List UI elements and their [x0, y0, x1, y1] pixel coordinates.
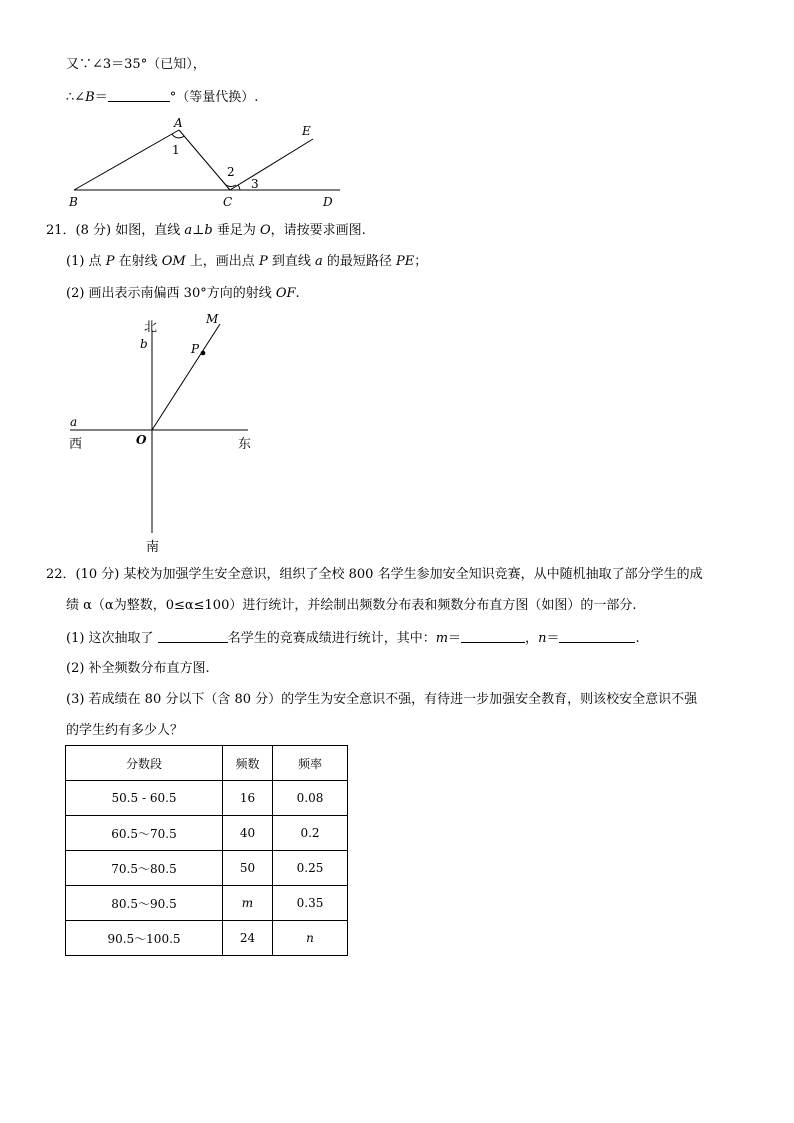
table-cell: 60.5～70.5: [66, 816, 223, 851]
table-cell: 50.5 - 60.5: [66, 781, 223, 816]
q21-stem: [46, 223, 366, 239]
text: ＝: [546, 631, 560, 646]
answer-blank: [461, 630, 525, 643]
table-row: [66, 886, 348, 921]
var-B: B: [85, 90, 95, 105]
label-a: a: [70, 415, 78, 429]
table-cell: 0.08: [273, 781, 348, 816]
table-cell: 0.2: [273, 816, 348, 851]
text: (2) 补全频数分布直方图.: [66, 661, 210, 676]
text: .: [295, 286, 300, 301]
text: 在射线: [114, 254, 162, 269]
q21-part-2: [66, 286, 300, 302]
var-a: a: [314, 254, 323, 269]
text: °（等量代换）.: [169, 90, 259, 105]
table-cell: 16: [223, 781, 273, 816]
table-cell: n: [273, 921, 348, 956]
answer-blank: [158, 630, 228, 643]
text: (1) 这次抽取了: [66, 631, 158, 646]
text: ＝: [448, 631, 462, 646]
label-west: 西: [69, 437, 83, 452]
segment-BA: [74, 130, 179, 190]
angle-2-arc: [224, 183, 236, 186]
text: ∴∠: [66, 90, 86, 105]
label-2: 2: [227, 165, 235, 179]
q22-stem-line-2: [66, 598, 636, 614]
label-3: 3: [251, 177, 259, 191]
table-cell: m: [223, 886, 273, 921]
text: 垂足为: [212, 223, 260, 238]
var-P: P: [258, 254, 268, 269]
table-row: [66, 921, 348, 956]
table-row: [66, 781, 348, 816]
text: ；: [414, 254, 428, 269]
var-P: P: [105, 254, 115, 269]
table-row: [66, 851, 348, 886]
var-OM: OM: [161, 254, 186, 269]
label-C: C: [223, 195, 233, 209]
angle-3-arc: [238, 185, 240, 190]
header-cell: 分数段: [66, 746, 223, 781]
header-cell: 频率: [273, 746, 348, 781]
table-cell: 40: [223, 816, 273, 851]
q22-part-1: [66, 630, 640, 647]
var-PE: PE: [395, 254, 415, 269]
text: .: [635, 631, 640, 646]
label-south: 南: [146, 540, 160, 555]
var-b: b: [204, 223, 213, 238]
label-A: A: [174, 116, 183, 130]
text: ，: [525, 631, 539, 646]
text: ，请按要求画图.: [270, 223, 366, 238]
q22-part-3-line-2: [66, 723, 183, 739]
text: 名学生的竞赛成绩进行统计，其中：: [227, 631, 436, 646]
prev-line-1: [66, 57, 206, 73]
text: 又∵∠3＝35°（已知），: [66, 57, 206, 72]
label-M: M: [206, 312, 219, 326]
label-D: D: [323, 195, 333, 209]
segment-AC: [179, 130, 230, 190]
var-O: O: [259, 223, 271, 238]
label-B: B: [69, 195, 78, 209]
table-cell: 24: [223, 921, 273, 956]
text: (1) 点: [66, 254, 106, 269]
label-1: 1: [172, 143, 180, 157]
text: 绩 α（α为整数，0≤α≤100）进行统计，并绘制出频数分布表和频数分布直方图（如图）的一部分.: [66, 598, 637, 613]
var-a: a: [184, 223, 193, 238]
label-O: O: [136, 433, 147, 447]
q21-part-1: [66, 254, 427, 270]
label-b: b: [140, 337, 148, 351]
label-E: E: [302, 124, 311, 138]
table-cell: 90.5～100.5: [66, 921, 223, 956]
var-n: n: [538, 631, 547, 646]
text: 的最短路径: [322, 254, 396, 269]
var-OF: OF: [275, 286, 296, 301]
table-cell: 0.35: [273, 886, 348, 921]
label-P: P: [191, 342, 200, 356]
angle-1-arc: [172, 134, 184, 138]
label-north: 北: [144, 320, 158, 335]
ray-CE: [230, 139, 313, 190]
angle-figure: [60, 112, 360, 212]
table-cell: 50: [223, 851, 273, 886]
compass-figure: [60, 308, 270, 558]
text: 到直线: [267, 254, 315, 269]
text: ⊥: [192, 223, 205, 238]
text: (3) 若成绩在 80 分以下（含 80 分）的学生为安全意识不强，有待进一步加强安全教育，则该校安全意识不强: [66, 692, 698, 707]
table-header-row: [66, 746, 348, 781]
q22-part-3-line-1: [66, 692, 697, 708]
table-cell: 80.5～90.5: [66, 886, 223, 921]
table-cell: 0.25: [273, 851, 348, 886]
q22-stem-line-1: [46, 567, 703, 583]
answer-blank: [108, 89, 170, 102]
header-cell: 频数: [223, 746, 273, 781]
text: 的学生约有多少人？: [66, 723, 184, 738]
table-row: [66, 816, 348, 851]
label-east: 东: [238, 437, 252, 452]
text: 21．(8 分) 如图，直线: [46, 223, 185, 238]
table-cell: 70.5～80.5: [66, 851, 223, 886]
prev-line-2: [66, 89, 258, 106]
text: 上，画出点: [185, 254, 259, 269]
point-P: [201, 351, 206, 356]
text: (2) 画出表示南偏西 30°方向的射线: [66, 286, 276, 301]
ray-OM: [152, 324, 220, 430]
answer-blank: [559, 630, 635, 643]
frequency-table: [65, 745, 348, 956]
text: ＝: [94, 90, 108, 105]
q22-part-2: [66, 661, 210, 677]
var-m: m: [435, 631, 449, 646]
text: 22．(10 分) 某校为加强学生安全意识，组织了全校 800 名学生参加安全知识竞赛，从中随机抽取了部分学生的成: [46, 567, 703, 582]
